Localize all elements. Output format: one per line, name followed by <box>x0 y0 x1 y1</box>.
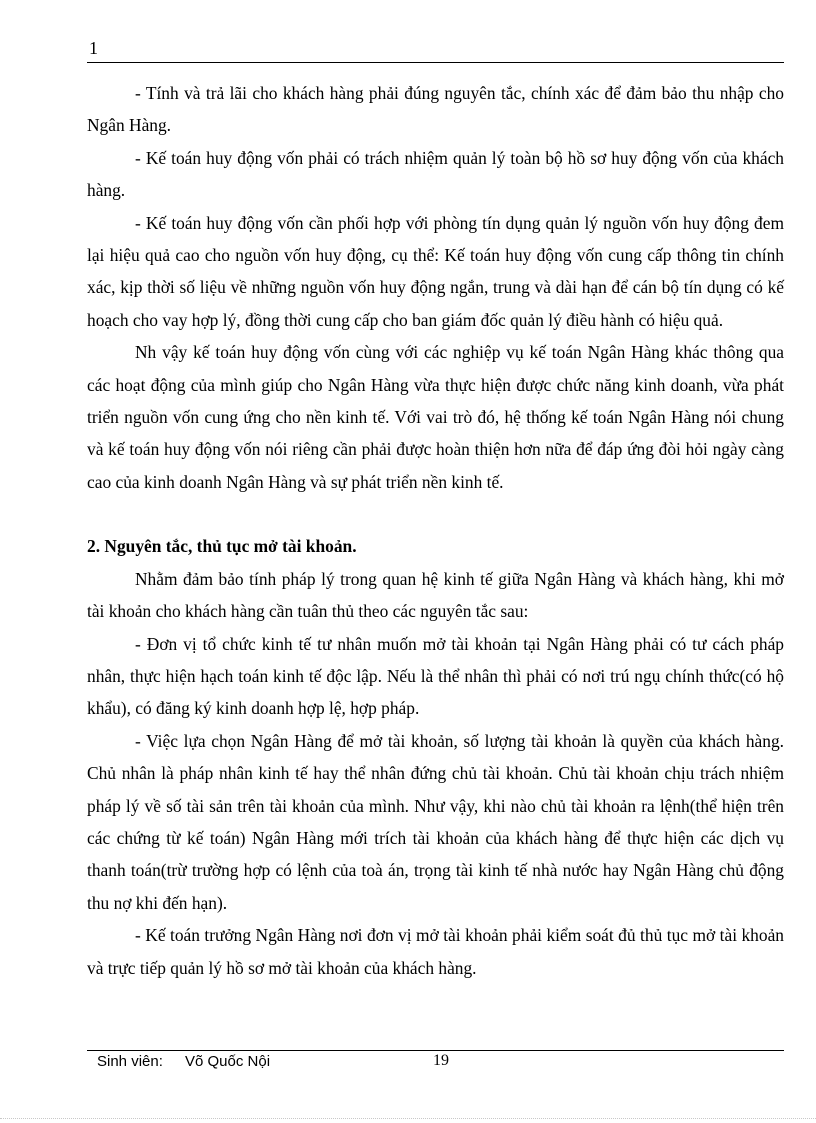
header-rule <box>87 62 784 63</box>
footer-student-name: Võ Quốc Nội <box>185 1053 271 1070</box>
page-edge <box>0 1118 816 1119</box>
paragraph-summary: Nh vậy kế toán huy động vốn cùng với các nghiệp vụ kế toán Ngân Hàng khác thông qua các hoạt động của mình giúp cho Ngân Hàng vừa thực hiện được chức năng kinh doanh, vừa phát triển nguồn vốn cung ứng cho nền kinh tế. Với vai trò đó, hệ thống kế toán Ngân Hàng nói chung và kế toán huy động vốn nói riêng cần phải được hoàn thiện hơn nữa để đáp ứng đòi hỏi ngày càng cao của kinh doanh Ngân Hàng và sự phát triển nền kinh tế. <box>87 342 784 492</box>
footer-student-label: Sinh viên: <box>97 1053 163 1070</box>
paragraph-intro: Nhằm đảm bảo tính pháp lý trong quan hệ kinh tế giữa Ngân Hàng và khách hàng, khi mở tài khoản cho khách hàng cần tuân thủ theo các nguyên tắc sau: <box>87 568 784 622</box>
paragraph-chief-accountant: - Kế toán trưởng Ngân Hàng nơi đơn vị mở tài khoản phải kiểm soát đủ thủ tục mở tài khoản và trực tiếp quản lý hồ sơ mở tài khoản của khách hàng. <box>87 925 784 978</box>
document-body <box>87 77 784 984</box>
paragraph-choice: - Việc lựa chọn Ngân Hàng để mở tài khoản, số lượng tài khoản là quyền của khách hàng. Chủ nhân là pháp nhân kinh tế hay thể nhân đứng chủ tài khoản. Chủ tài khoản chịu trách nhiệm pháp lý về số tài sản trên tài khoản của mình. Như vậy, khi nào chủ tài khoản ra lệnh(thể hiện trên các chứng từ kế toán) Ngân Hàng mới trích tài khoản của khách hàng để thực hiện các dịch vụ thanh toán(trừ trường hợp có lệnh của toà án, trọng tài kinh tế nhà nước hay Ngân Hàng chủ động thu nợ khi đến hạn). <box>87 730 784 913</box>
section-spacer <box>87 498 784 530</box>
header-page-number: 1 <box>89 38 98 58</box>
paragraph-interest: - Tính và trả lãi cho khách hàng phải đúng nguyên tắc, chính xác để đảm bảo thu nhập cho Ngân Hàng. <box>87 83 784 136</box>
footer-rule <box>87 1050 784 1051</box>
paragraph-entity: - Đơn vị tổ chức kinh tế tư nhân muốn mở tài khoản tại Ngân Hàng phải có tư cách pháp nhân, thực hiện hạch toán kinh tế độc lập. Nếu là thể nhân thì phải có nơi trú ngụ chính thức(có hộ khẩu), có đăng ký kinh doanh hợp lệ, hợp pháp. <box>87 633 784 719</box>
paragraph-coordination: - Kế toán huy động vốn cần phối hợp với phòng tín dụng quản lý nguồn vốn huy động đem lại hiệu quả cao cho nguồn vốn huy động, cụ thể: Kế toán huy động vốn cung cấp thông tin chính xác, kịp thời số liệu về những nguồn vốn huy động ngắn, trung và dài hạn để cán bộ tín dụng có kế hoạch cho vay hợp lý, đồng thời cung cấp cho ban giám đốc quản lý điều hành có hiệu quả. <box>87 212 784 330</box>
footer-page-number: 19 <box>433 1052 449 1069</box>
section-heading: 2. Nguyên tắc, thủ tục mở tài khoản. <box>87 536 357 557</box>
paragraph-records: - Kế toán huy động vốn phải có trách nhiệm quản lý toàn bộ hồ sơ huy động vốn của khách hàng. <box>87 147 784 201</box>
